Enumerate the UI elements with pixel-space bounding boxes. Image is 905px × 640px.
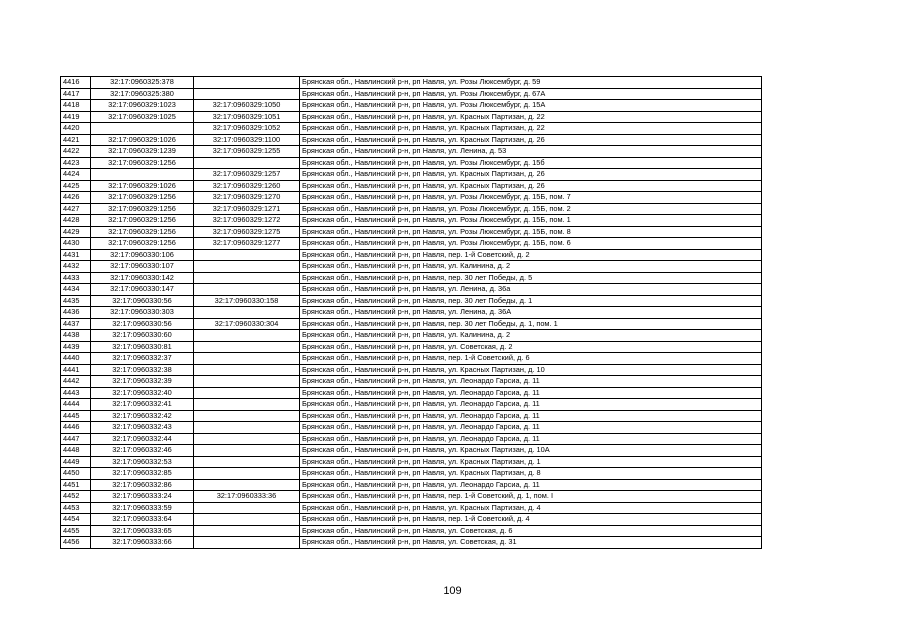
cadastral-number-cell: 32:17:0960332:42 bbox=[91, 410, 194, 422]
row-number-cell: 4436 bbox=[61, 307, 91, 319]
related-cadastral-number-cell bbox=[194, 468, 300, 480]
row-number-cell: 4438 bbox=[61, 330, 91, 342]
address-cell: Брянская обл., Навлинский р-н, рп Навля, ул. Леонардо Гарсиа, д. 11 bbox=[300, 410, 762, 422]
table-row bbox=[61, 295, 762, 307]
row-number-cell: 4452 bbox=[61, 491, 91, 503]
row-number-cell: 4430 bbox=[61, 238, 91, 250]
row-number-cell: 4431 bbox=[61, 249, 91, 261]
related-cadastral-number-cell bbox=[194, 376, 300, 388]
related-cadastral-number-cell bbox=[194, 387, 300, 399]
address-cell: Брянская обл., Навлинский р-н, рп Навля, ул. Розы Люксембург, д. 15Б, пом. 6 bbox=[300, 238, 762, 250]
cadastral-number-cell: 32:17:0960329:1026 bbox=[91, 134, 194, 146]
address-cell: Брянская обл., Навлинский р-н, рп Навля, ул. Розы Люксембург, д. 67А bbox=[300, 88, 762, 100]
related-cadastral-number-cell bbox=[194, 502, 300, 514]
related-cadastral-number-cell bbox=[194, 399, 300, 411]
table-row bbox=[61, 502, 762, 514]
row-number-cell: 4420 bbox=[61, 123, 91, 135]
row-number-cell: 4437 bbox=[61, 318, 91, 330]
table-row bbox=[61, 353, 762, 365]
cadastral-number-cell: 32:17:0960332:86 bbox=[91, 479, 194, 491]
related-cadastral-number-cell: 32:17:0960329:1100 bbox=[194, 134, 300, 146]
related-cadastral-number-cell bbox=[194, 261, 300, 273]
table-row bbox=[61, 456, 762, 468]
related-cadastral-number-cell: 32:17:0960329:1260 bbox=[194, 180, 300, 192]
related-cadastral-number-cell bbox=[194, 422, 300, 434]
cadastral-number-cell: 32:17:0960330:142 bbox=[91, 272, 194, 284]
cadastral-number-cell: 32:17:0960329:1256 bbox=[91, 226, 194, 238]
table-row bbox=[61, 226, 762, 238]
table-row bbox=[61, 445, 762, 457]
address-cell: Брянская обл., Навлинский р-н, рп Навля, ул. Красных Партизан, д. 26 bbox=[300, 180, 762, 192]
cadastral-number-cell: 32:17:0960329:1239 bbox=[91, 146, 194, 158]
related-cadastral-number-cell bbox=[194, 479, 300, 491]
address-cell: Брянская обл., Навлинский р-н, рп Навля, ул. Розы Люксембург, д. 15Б, пом. 8 bbox=[300, 226, 762, 238]
table-row bbox=[61, 491, 762, 503]
table-row bbox=[61, 123, 762, 135]
cadastral-number-cell: 32:17:0960329:1025 bbox=[91, 111, 194, 123]
row-number-cell: 4434 bbox=[61, 284, 91, 296]
related-cadastral-number-cell bbox=[194, 456, 300, 468]
related-cadastral-number-cell: 32:17:0960329:1275 bbox=[194, 226, 300, 238]
address-cell: Брянская обл., Навлинский р-н, рп Навля, ул. Красных Партизан, д. 22 bbox=[300, 123, 762, 135]
cadastral-number-cell: 32:17:0960332:44 bbox=[91, 433, 194, 445]
table-row bbox=[61, 410, 762, 422]
related-cadastral-number-cell bbox=[194, 364, 300, 376]
cadastral-number-cell: 32:17:0960333:66 bbox=[91, 537, 194, 549]
row-number-cell: 4454 bbox=[61, 514, 91, 526]
related-cadastral-number-cell bbox=[194, 77, 300, 89]
row-number-cell: 4432 bbox=[61, 261, 91, 273]
related-cadastral-number-cell bbox=[194, 410, 300, 422]
row-number-cell: 4455 bbox=[61, 525, 91, 537]
cadastral-number-cell: 32:17:0960330:56 bbox=[91, 295, 194, 307]
row-number-cell: 4425 bbox=[61, 180, 91, 192]
related-cadastral-number-cell: 32:17:0960330:304 bbox=[194, 318, 300, 330]
address-cell: Брянская обл., Навлинский р-н, рп Навля, ул. Розы Люксембург, д. 15Б, пом. 2 bbox=[300, 203, 762, 215]
cadastral-number-cell: 32:17:0960333:64 bbox=[91, 514, 194, 526]
table-row bbox=[61, 111, 762, 123]
row-number-cell: 4440 bbox=[61, 353, 91, 365]
table-row bbox=[61, 180, 762, 192]
address-cell: Брянская обл., Навлинский р-н, рп Навля, ул. Красных Партизан, д. 22 bbox=[300, 111, 762, 123]
address-cell: Брянская обл., Навлинский р-н, рп Навля, пер. 1-й Советский, д. 1, пом. I bbox=[300, 491, 762, 503]
table-row bbox=[61, 364, 762, 376]
cadastral-number-cell: 32:17:0960330:56 bbox=[91, 318, 194, 330]
table-row bbox=[61, 433, 762, 445]
related-cadastral-number-cell bbox=[194, 353, 300, 365]
address-cell: Брянская обл., Навлинский р-н, рп Навля, ул. Леонардо Гарсиа, д. 11 bbox=[300, 433, 762, 445]
table-row bbox=[61, 376, 762, 388]
row-number-cell: 4417 bbox=[61, 88, 91, 100]
cadastral-number-cell: 32:17:0960333:65 bbox=[91, 525, 194, 537]
related-cadastral-number-cell: 32:17:0960329:1050 bbox=[194, 100, 300, 112]
cadastral-number-cell: 32:17:0960332:40 bbox=[91, 387, 194, 399]
row-number-cell: 4443 bbox=[61, 387, 91, 399]
related-cadastral-number-cell: 32:17:0960329:1052 bbox=[194, 123, 300, 135]
related-cadastral-number-cell: 32:17:0960329:1051 bbox=[194, 111, 300, 123]
table-row bbox=[61, 318, 762, 330]
cadastral-number-cell: 32:17:0960332:39 bbox=[91, 376, 194, 388]
row-number-cell: 4445 bbox=[61, 410, 91, 422]
cadastral-number-cell: 32:17:0960332:46 bbox=[91, 445, 194, 457]
address-cell: Брянская обл., Навлинский р-н, рп Навля, ул. Леонардо Гарсиа, д. 11 bbox=[300, 479, 762, 491]
address-cell: Брянская обл., Навлинский р-н, рп Навля, ул. Розы Люксембург, д. 15б bbox=[300, 157, 762, 169]
row-number-cell: 4448 bbox=[61, 445, 91, 457]
row-number-cell: 4450 bbox=[61, 468, 91, 480]
related-cadastral-number-cell bbox=[194, 88, 300, 100]
row-number-cell: 4423 bbox=[61, 157, 91, 169]
row-number-cell: 4451 bbox=[61, 479, 91, 491]
related-cadastral-number-cell: 32:17:0960329:1270 bbox=[194, 192, 300, 204]
address-cell: Брянская обл., Навлинский р-н, рп Навля, ул. Ленина, д. 36а bbox=[300, 284, 762, 296]
row-number-cell: 4449 bbox=[61, 456, 91, 468]
address-cell: Брянская обл., Навлинский р-н, рп Навля, ул. Красных Партизан, д. 26 bbox=[300, 169, 762, 181]
address-cell: Брянская обл., Навлинский р-н, рп Навля, ул. Ленина, д. 53 bbox=[300, 146, 762, 158]
cadastral-number-cell: 32:17:0960329:1256 bbox=[91, 203, 194, 215]
table-row bbox=[61, 215, 762, 227]
records-table bbox=[60, 76, 762, 549]
related-cadastral-number-cell: 32:17:0960329:1277 bbox=[194, 238, 300, 250]
related-cadastral-number-cell bbox=[194, 445, 300, 457]
cadastral-number-cell: 32:17:0960332:85 bbox=[91, 468, 194, 480]
cadastral-number-cell: 32:17:0960329:1256 bbox=[91, 238, 194, 250]
table-row bbox=[61, 88, 762, 100]
cadastral-number-cell: 32:17:0960329:1023 bbox=[91, 100, 194, 112]
table-row bbox=[61, 537, 762, 549]
row-number-cell: 4424 bbox=[61, 169, 91, 181]
table-row bbox=[61, 330, 762, 342]
table-row bbox=[61, 525, 762, 537]
address-cell: Брянская обл., Навлинский р-н, рп Навля, ул. Ленина, д. 36А bbox=[300, 307, 762, 319]
cadastral-number-cell: 32:17:0960332:41 bbox=[91, 399, 194, 411]
related-cadastral-number-cell bbox=[194, 525, 300, 537]
address-cell: Брянская обл., Навлинский р-н, рп Навля, пер. 30 лет Победы, д. 1 bbox=[300, 295, 762, 307]
cadastral-number-cell: 32:17:0960325:378 bbox=[91, 77, 194, 89]
cadastral-number-cell: 32:17:0960330:60 bbox=[91, 330, 194, 342]
row-number-cell: 4456 bbox=[61, 537, 91, 549]
related-cadastral-number-cell: 32:17:0960329:1272 bbox=[194, 215, 300, 227]
related-cadastral-number-cell: 32:17:0960329:1257 bbox=[194, 169, 300, 181]
table-row bbox=[61, 307, 762, 319]
table-row bbox=[61, 272, 762, 284]
cadastral-number-cell: 32:17:0960333:24 bbox=[91, 491, 194, 503]
table-row bbox=[61, 146, 762, 158]
row-number-cell: 4442 bbox=[61, 376, 91, 388]
table-row bbox=[61, 399, 762, 411]
address-cell: Брянская обл., Навлинский р-н, рп Навля, ул. Красных Партизан, д. 1 bbox=[300, 456, 762, 468]
row-number-cell: 4428 bbox=[61, 215, 91, 227]
related-cadastral-number-cell: 32:17:0960333:36 bbox=[194, 491, 300, 503]
table-row bbox=[61, 77, 762, 89]
table-row bbox=[61, 514, 762, 526]
related-cadastral-number-cell bbox=[194, 514, 300, 526]
table-row bbox=[61, 100, 762, 112]
cadastral-number-cell bbox=[91, 169, 194, 181]
cadastral-number-cell: 32:17:0960329:1026 bbox=[91, 180, 194, 192]
address-cell: Брянская обл., Навлинский р-н, рп Навля, пер. 30 лет Победы, д. 5 bbox=[300, 272, 762, 284]
table-row bbox=[61, 479, 762, 491]
related-cadastral-number-cell bbox=[194, 307, 300, 319]
related-cadastral-number-cell bbox=[194, 272, 300, 284]
row-number-cell: 4433 bbox=[61, 272, 91, 284]
row-number-cell: 4446 bbox=[61, 422, 91, 434]
cadastral-number-cell: 32:17:0960332:37 bbox=[91, 353, 194, 365]
cadastral-number-cell: 32:17:0960332:43 bbox=[91, 422, 194, 434]
table-row bbox=[61, 341, 762, 353]
related-cadastral-number-cell bbox=[194, 330, 300, 342]
cadastral-number-cell: 32:17:0960330:106 bbox=[91, 249, 194, 261]
table-row bbox=[61, 422, 762, 434]
address-cell: Брянская обл., Навлинский р-н, рп Навля, ул. Калинина, д. 2 bbox=[300, 261, 762, 273]
cadastral-number-cell: 32:17:0960330:303 bbox=[91, 307, 194, 319]
cadastral-number-cell: 32:17:0960333:59 bbox=[91, 502, 194, 514]
page-number: 109 bbox=[443, 585, 462, 597]
related-cadastral-number-cell bbox=[194, 284, 300, 296]
address-cell: Брянская обл., Навлинский р-н, рп Навля, ул. Розы Люксембург, д. 59 bbox=[300, 77, 762, 89]
related-cadastral-number-cell bbox=[194, 249, 300, 261]
related-cadastral-number-cell: 32:17:0960329:1255 bbox=[194, 146, 300, 158]
address-cell: Брянская обл., Навлинский р-н, рп Навля, ул. Леонардо Гарсиа, д. 11 bbox=[300, 387, 762, 399]
address-cell: Брянская обл., Навлинский р-н, рп Навля, ул. Леонардо Гарсиа, д. 11 bbox=[300, 399, 762, 411]
address-cell: Брянская обл., Навлинский р-н, рп Навля, ул. Красных Партизан, д. 8 bbox=[300, 468, 762, 480]
table-row bbox=[61, 387, 762, 399]
cadastral-number-cell: 32:17:0960330:81 bbox=[91, 341, 194, 353]
table-row bbox=[61, 249, 762, 261]
table-row bbox=[61, 261, 762, 273]
address-cell: Брянская обл., Навлинский р-н, рп Навля, ул. Розы Люксембург, д. 15Б, пом. 1 bbox=[300, 215, 762, 227]
address-cell: Брянская обл., Навлинский р-н, рп Навля, пер. 30 лет Победы, д. 1, пом. 1 bbox=[300, 318, 762, 330]
cadastral-number-cell: 32:17:0960330:147 bbox=[91, 284, 194, 296]
related-cadastral-number-cell bbox=[194, 157, 300, 169]
row-number-cell: 4422 bbox=[61, 146, 91, 158]
row-number-cell: 4421 bbox=[61, 134, 91, 146]
table-row bbox=[61, 192, 762, 204]
address-cell: Брянская обл., Навлинский р-н, рп Навля, ул. Розы Люксембург, д. 15Б, пом. 7 bbox=[300, 192, 762, 204]
cadastral-number-cell: 32:17:0960329:1256 bbox=[91, 215, 194, 227]
cadastral-number-cell: 32:17:0960329:1256 bbox=[91, 192, 194, 204]
address-cell: Брянская обл., Навлинский р-н, рп Навля, ул. Розы Люксембург, д. 15А bbox=[300, 100, 762, 112]
address-cell: Брянская обл., Навлинский р-н, рп Навля, ул. Красных Партизан, д. 26 bbox=[300, 134, 762, 146]
row-number-cell: 4435 bbox=[61, 295, 91, 307]
address-cell: Брянская обл., Навлинский р-н, рп Навля, пер. 1-й Советский, д. 6 bbox=[300, 353, 762, 365]
related-cadastral-number-cell bbox=[194, 537, 300, 549]
address-cell: Брянская обл., Навлинский р-н, рп Навля, ул. Красных Партизан, д. 10 bbox=[300, 364, 762, 376]
table-row bbox=[61, 284, 762, 296]
row-number-cell: 4447 bbox=[61, 433, 91, 445]
address-cell: Брянская обл., Навлинский р-н, рп Навля, ул. Советская, д. 31 bbox=[300, 537, 762, 549]
records-table-body bbox=[61, 77, 762, 549]
row-number-cell: 4429 bbox=[61, 226, 91, 238]
table-row bbox=[61, 157, 762, 169]
table-row bbox=[61, 169, 762, 181]
address-cell: Брянская обл., Навлинский р-н, рп Навля, ул. Красных Партизан, д. 10А bbox=[300, 445, 762, 457]
cadastral-number-cell: 32:17:0960332:38 bbox=[91, 364, 194, 376]
table-row bbox=[61, 468, 762, 480]
table-row bbox=[61, 203, 762, 215]
table-row bbox=[61, 238, 762, 250]
address-cell: Брянская обл., Навлинский р-н, рп Навля, ул. Леонардо Гарсиа, д. 11 bbox=[300, 422, 762, 434]
address-cell: Брянская обл., Навлинский р-н, рп Навля, ул. Леонардо Гарсиа, д. 11 bbox=[300, 376, 762, 388]
row-number-cell: 4444 bbox=[61, 399, 91, 411]
related-cadastral-number-cell: 32:17:0960330:158 bbox=[194, 295, 300, 307]
row-number-cell: 4427 bbox=[61, 203, 91, 215]
address-cell: Брянская обл., Навлинский р-н, рп Навля, ул. Советская, д. 2 bbox=[300, 341, 762, 353]
row-number-cell: 4426 bbox=[61, 192, 91, 204]
address-cell: Брянская обл., Навлинский р-н, рп Навля, ул. Калинина, д. 2 bbox=[300, 330, 762, 342]
row-number-cell: 4453 bbox=[61, 502, 91, 514]
cadastral-number-cell: 32:17:0960329:1256 bbox=[91, 157, 194, 169]
cadastral-number-cell bbox=[91, 123, 194, 135]
address-cell: Брянская обл., Навлинский р-н, рп Навля, пер. 1-й Советский, д. 4 bbox=[300, 514, 762, 526]
row-number-cell: 4441 bbox=[61, 364, 91, 376]
row-number-cell: 4439 bbox=[61, 341, 91, 353]
related-cadastral-number-cell bbox=[194, 433, 300, 445]
row-number-cell: 4419 bbox=[61, 111, 91, 123]
row-number-cell: 4416 bbox=[61, 77, 91, 89]
address-cell: Брянская обл., Навлинский р-н, рп Навля, пер. 1-й Советский, д. 2 bbox=[300, 249, 762, 261]
address-cell: Брянская обл., Навлинский р-н, рп Навля, ул. Красных Партизан, д. 4 bbox=[300, 502, 762, 514]
cadastral-number-cell: 32:17:0960325:380 bbox=[91, 88, 194, 100]
row-number-cell: 4418 bbox=[61, 100, 91, 112]
cadastral-number-cell: 32:17:0960330:107 bbox=[91, 261, 194, 273]
address-cell: Брянская обл., Навлинский р-н, рп Навля, ул. Советская, д. 6 bbox=[300, 525, 762, 537]
cadastral-number-cell: 32:17:0960332:53 bbox=[91, 456, 194, 468]
table-row bbox=[61, 134, 762, 146]
related-cadastral-number-cell bbox=[194, 341, 300, 353]
related-cadastral-number-cell: 32:17:0960329:1271 bbox=[194, 203, 300, 215]
